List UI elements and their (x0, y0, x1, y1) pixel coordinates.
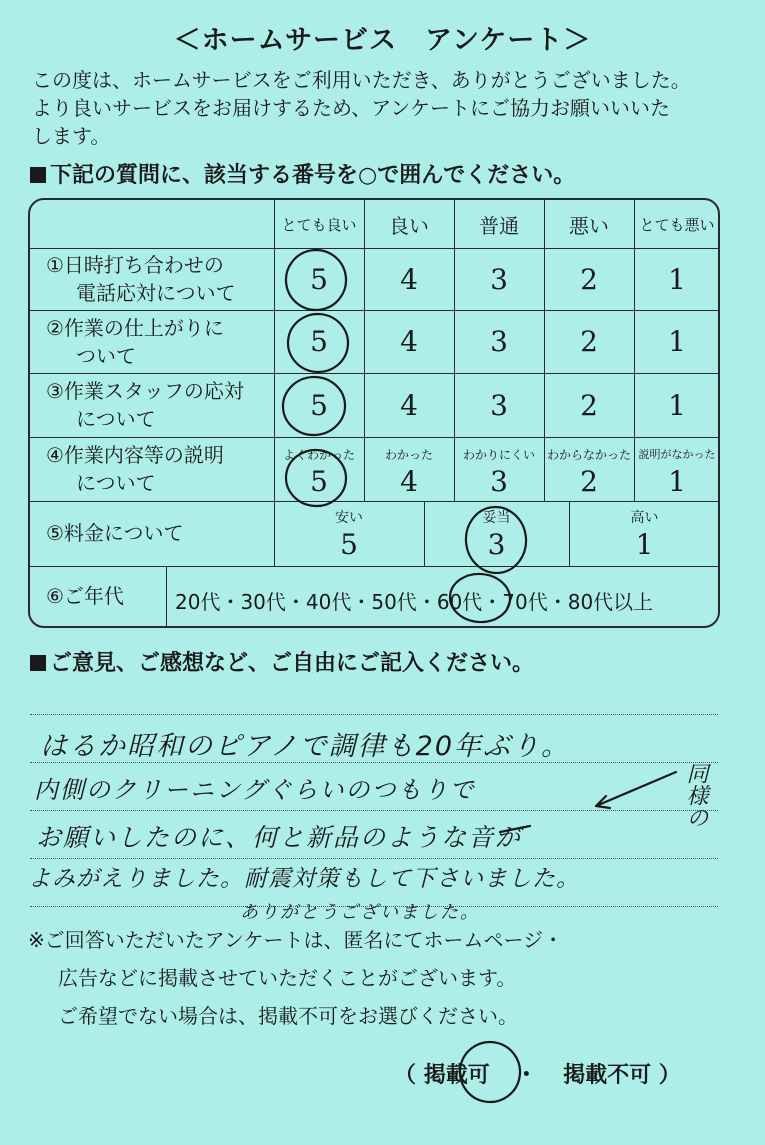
q4-option-4[interactable]: 4 (400, 464, 418, 498)
q1-option-4[interactable]: 4 (400, 262, 418, 296)
q3-option-5[interactable]: 5 (310, 388, 328, 422)
age-separator: ・ (285, 590, 306, 614)
square-bullet-icon (30, 655, 46, 671)
age-option-80s-plus[interactable]: 80代以上 (567, 590, 654, 614)
q2-option-4[interactable]: 4 (400, 325, 418, 358)
comment-line-2: 内側のクリーニングぐらいのつもりで (34, 776, 476, 804)
q2-option-5[interactable]: 5 (310, 325, 328, 358)
comment-rule (30, 810, 718, 811)
comment-line-4: よみがえりました。耐震対策もして下さいました。 (28, 866, 580, 892)
header-very-bad: とても悪い (639, 215, 715, 234)
age-separator: ・ (220, 590, 241, 614)
publish-separator: ・ (515, 1063, 538, 1088)
q2-label-line2: ついて (76, 344, 136, 368)
q4-option-3[interactable]: 3 (490, 464, 508, 498)
q1-option-5[interactable]: 5 (310, 262, 328, 296)
section1-heading-text: 下記の質問に、該当する番号を○で囲んでください。 (50, 163, 576, 188)
age-option-30s[interactable]: 30代 (240, 590, 286, 614)
q3-option-4[interactable]: 4 (400, 388, 418, 422)
age-separator: ・ (416, 590, 437, 614)
q4-option-1[interactable]: 1 (668, 464, 686, 498)
q4-sublabel-3: わかりにくい (462, 447, 535, 462)
q2-label-line1: ②作業の仕上がりに (46, 316, 224, 340)
comment-line-3: お願いしたのに、何と新品のような音が (36, 823, 523, 852)
q4-option-2[interactable]: 2 (580, 464, 598, 498)
q1-option-2[interactable]: 2 (580, 262, 598, 296)
comment-line-1: はるか昭和のピアノで調律も20年ぶり。 (40, 731, 571, 762)
row-divider (30, 501, 718, 502)
q3-label-line2: について (76, 407, 156, 431)
publish-choice (394, 1058, 681, 1089)
note-line-1: ※ご回答いただいたアンケートは、匿名にてホームページ・ (28, 928, 564, 952)
q2-option-2[interactable]: 2 (580, 325, 598, 358)
intro-line-1: この度は、ホームサービスをご利用いただき、ありがとうございました。 (32, 68, 691, 92)
header-very-good: とても良い (281, 215, 357, 234)
section1-heading (30, 158, 575, 189)
square-bullet-icon (30, 167, 46, 183)
publish-not-allowed-option[interactable]: 掲載不可 (563, 1063, 652, 1088)
q3-option-1[interactable]: 1 (668, 388, 686, 422)
row-divider (30, 437, 718, 438)
q5-label: ⑤料金について (46, 521, 184, 545)
publish-close-paren: ） (658, 1063, 681, 1088)
price-option-1[interactable]: 1 (635, 527, 654, 561)
q6-label: ⑥ご年代 (46, 584, 124, 608)
q3-label-line1: ③作業スタッフの応対 (46, 379, 244, 403)
price-sublabel-fair: 妥当 (482, 510, 511, 526)
age-separator: ・ (547, 590, 568, 614)
header-average: 普通 (479, 213, 519, 238)
intro-line-3: します。 (32, 124, 111, 148)
publish-open-paren: （ (394, 1063, 417, 1088)
age-options (175, 586, 653, 615)
q1-option-3[interactable]: 3 (490, 262, 508, 296)
q4-label-line1: ④作業内容等の説明 (46, 443, 224, 467)
header-bad: 悪い (569, 213, 609, 238)
comment-line-5: ありがとうございました。 (240, 902, 480, 923)
header-good: 良い (389, 213, 429, 238)
q4-sublabel-5: よくわかった (282, 447, 355, 462)
q3-option-2[interactable]: 2 (580, 388, 598, 422)
age-option-50s[interactable]: 50代 (371, 590, 417, 614)
row-divider (30, 566, 718, 567)
age-option-20s[interactable]: 20代 (175, 590, 221, 614)
margin-note: 同様の (683, 762, 708, 828)
survey-title: ＜ホームサービス アンケート＞ (173, 25, 592, 56)
age-option-70s[interactable]: 70代 (502, 590, 548, 614)
q4-label-line2: について (76, 471, 156, 495)
price-sublabel-cheap: 安い (335, 510, 363, 526)
q4-sublabel-1: 説明がなかった (638, 448, 716, 461)
price-option-3[interactable]: 3 (487, 527, 506, 561)
q2-option-1[interactable]: 1 (668, 325, 686, 358)
q1-label-line2: 電話応対について (76, 281, 236, 305)
age-option-60s[interactable]: 60代 (436, 590, 483, 614)
section2-heading-text: ご意見、ご感想など、ご自由にご記入ください。 (50, 651, 535, 676)
note-line-2: 広告などに掲載させていただくことがございます。 (58, 966, 517, 990)
age-option-40s[interactable]: 40代 (305, 590, 352, 614)
survey-table (28, 198, 720, 628)
publish-allowed-option[interactable]: 掲載可 (423, 1063, 490, 1088)
comment-rule (30, 714, 718, 715)
price-option-5[interactable]: 5 (340, 527, 358, 561)
comment-rule (30, 858, 718, 859)
price-sublabel-expensive: 高い (630, 510, 659, 526)
age-separator: ・ (351, 590, 372, 614)
col-divider (166, 566, 167, 628)
q4-sublabel-4: わかった (384, 447, 433, 462)
q4-option-5[interactable]: 5 (310, 464, 328, 498)
age-separator: ・ (482, 590, 503, 614)
insertion-arrow-mark (596, 772, 676, 808)
q4-sublabel-2: わからなかった (546, 447, 631, 462)
q3-option-3[interactable]: 3 (490, 388, 508, 422)
section2-heading (30, 646, 534, 677)
intro-line-2: より良いサービスをお届けするため、アンケートにご協力お願いいいた (32, 96, 670, 120)
q2-option-3[interactable]: 3 (490, 325, 508, 358)
note-line-3: ご希望でない場合は、掲載不可をお選びください。 (58, 1004, 518, 1028)
q1-label-line1: ①日時打ち合わせの (46, 253, 224, 277)
q1-option-1[interactable]: 1 (668, 262, 686, 296)
